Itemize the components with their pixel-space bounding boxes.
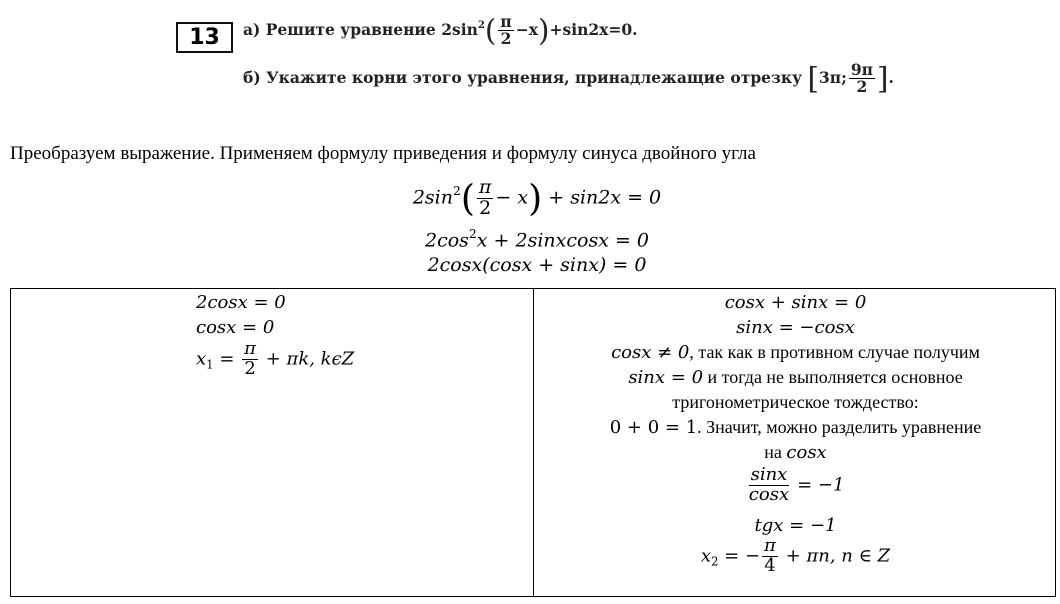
math: cosx	[786, 442, 827, 463]
denominator: cosx	[748, 483, 790, 505]
eq1-rest: + sin2x = 0	[548, 186, 662, 209]
math: cosx ≠ 0	[611, 342, 690, 363]
right-line-9: tgx = −1	[754, 515, 837, 536]
denominator: 2	[244, 357, 256, 379]
text: и тогда не выполняется основное	[703, 367, 963, 387]
fraction	[849, 62, 875, 96]
right-line-7	[534, 442, 1057, 463]
interval-end: .	[888, 67, 894, 87]
part-b-interval: [3π; $\frac{9\pi}{2}$ ].	[807, 60, 894, 97]
denominator: 2	[479, 196, 492, 219]
eq1-coef: 2sin	[412, 186, 453, 209]
left-line-3	[196, 340, 354, 379]
numerator: sinx	[750, 464, 788, 485]
var: x	[700, 545, 711, 567]
numerator: π	[500, 12, 512, 31]
numerator: π	[244, 338, 256, 359]
var: x	[196, 348, 207, 370]
left-line-2: cosx = 0	[196, 317, 275, 338]
equals: =	[213, 348, 241, 370]
numerator: π	[764, 535, 776, 556]
eq2-coef: 2cos	[425, 229, 469, 252]
subscript: 1	[206, 357, 214, 372]
eq1-power: 2	[452, 183, 461, 198]
subscript: 2	[711, 554, 719, 569]
denominator: 2	[856, 77, 868, 97]
expr-coef: 2sin	[441, 19, 478, 39]
math: sinx = 0	[628, 367, 704, 388]
equals: = −	[718, 545, 761, 567]
rest: = −1	[797, 474, 845, 496]
right-line-8	[534, 466, 1057, 505]
equation-3: 2cosx(cosx + sinx) = 0	[427, 254, 647, 276]
problem-part-a	[243, 14, 638, 48]
equation-1: $2\sin^2$( $\frac{\pi}{2}$ − x) + sin2x = 0	[412, 176, 662, 220]
part-a-label: а) Решите уравнение	[243, 19, 436, 39]
right-line-4	[534, 367, 1057, 388]
problem-part-b	[243, 62, 894, 96]
text: . Значит, можно разделить уравнение	[697, 417, 982, 437]
fraction	[762, 537, 778, 576]
intro-text: Преобразуем выражение. Применяем формулу приведения и формулу синуса двойного угла	[10, 143, 756, 164]
numerator: 9π	[850, 60, 873, 79]
right-line-3	[534, 342, 1057, 363]
text: на	[764, 442, 787, 462]
right-line-10	[534, 537, 1057, 576]
rest: + πk, kϵZ	[259, 348, 355, 370]
fraction	[477, 178, 494, 219]
denominator: 2	[500, 29, 512, 49]
expr-power: 2	[477, 19, 485, 31]
fraction	[749, 466, 790, 505]
expr-rest: +sin2x=0.	[549, 19, 638, 39]
part-a-expression: $2\sin^2$( $\frac{\pi}{2}$ −x)+sin2x=0.	[441, 12, 638, 49]
right-line-1: cosx + sinx = 0	[724, 292, 867, 313]
right-line-2: sinx = −cosx	[736, 317, 855, 338]
equation-2	[0, 227, 1060, 252]
math: 0 + 0 = 1	[609, 417, 698, 438]
interval-left: 3π;	[818, 67, 847, 87]
left-line-1: 2cosx = 0	[196, 292, 286, 313]
fraction	[242, 340, 258, 379]
right-line-6	[534, 417, 1057, 438]
eq2-rest: x + 2sinxcosx = 0	[476, 229, 649, 252]
denominator: 4	[764, 554, 776, 576]
eq1-minus-x: − x	[495, 186, 529, 209]
eq2-power: 2	[468, 227, 477, 241]
problem-number-box: 13	[176, 22, 233, 53]
rest: + πn, n ∈ Z	[779, 545, 891, 567]
expr-minus-x: −x	[515, 19, 538, 39]
fraction	[498, 14, 513, 48]
part-b-label: б) Укажите корни этого уравнения, принадлежащие отрезку	[243, 67, 803, 87]
numerator: π	[478, 176, 492, 198]
right-line-5: тригонометрическое тождество:	[672, 392, 919, 412]
text: , так как в противном случае получим	[689, 342, 980, 362]
